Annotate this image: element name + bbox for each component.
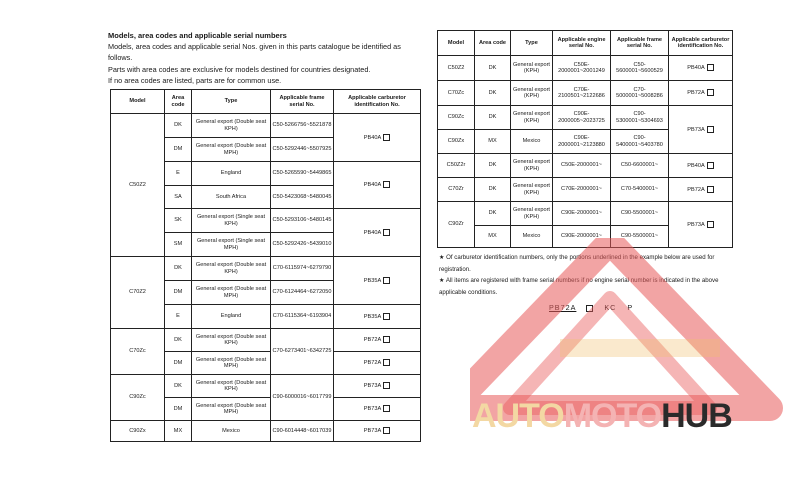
example-kc: KC bbox=[604, 303, 617, 312]
model-cell: C70Zr bbox=[438, 178, 475, 202]
model-cell: C70Zc bbox=[111, 329, 165, 375]
frame-serial-cell: C50-5600001~5600529 bbox=[611, 56, 669, 81]
area-cell: DK bbox=[165, 257, 192, 281]
header-area-code: Area code bbox=[475, 31, 511, 56]
type-cell: General export (Double seat MPH) bbox=[192, 281, 271, 305]
frame-serial-cell: C90-5500001~ bbox=[611, 226, 669, 248]
intro-line-2: Parts with area codes are exclusive for models destined for countries designated. bbox=[108, 64, 371, 74]
carb-symbol-icon bbox=[707, 162, 714, 169]
area-cell: DK bbox=[475, 106, 511, 130]
carb-code: PB73A bbox=[687, 221, 705, 228]
type-cell: General export (Double seat KPH) bbox=[192, 375, 271, 398]
type-cell: General export (Double seat KPH) bbox=[192, 114, 271, 138]
carb-code: PB35A bbox=[363, 277, 382, 284]
right-serial-table bbox=[437, 30, 733, 248]
carb-cell bbox=[334, 352, 421, 375]
table-header-row bbox=[438, 31, 733, 56]
header-area-code: Area code bbox=[165, 90, 192, 114]
carb-cell bbox=[669, 81, 733, 106]
example-code: PB72A bbox=[549, 303, 577, 312]
type-cell: Mexico bbox=[192, 421, 271, 442]
engine-serial-cell: C70E-2100501~2122686 bbox=[553, 81, 611, 106]
area-cell: DK bbox=[475, 56, 511, 81]
area-cell: SK bbox=[165, 209, 192, 233]
left-serial-table bbox=[110, 89, 421, 442]
area-cell: DM bbox=[165, 352, 192, 375]
carb-cell bbox=[334, 257, 421, 305]
watermark-moto: MOTO bbox=[563, 397, 662, 435]
carb-cell bbox=[669, 178, 733, 202]
area-cell: DK bbox=[165, 375, 192, 398]
type-cell: General export (Double seat KPH) bbox=[192, 257, 271, 281]
carb-symbol-icon bbox=[707, 186, 714, 193]
carb-code: PB40A bbox=[687, 162, 705, 169]
area-cell: SA bbox=[165, 186, 192, 209]
area-cell: DK bbox=[475, 202, 511, 226]
area-cell: DM bbox=[165, 138, 192, 162]
serial-cell: C50-5293106~5480145 bbox=[271, 209, 334, 233]
table-row bbox=[111, 329, 421, 352]
area-cell: E bbox=[165, 162, 192, 186]
type-cell: England bbox=[192, 162, 271, 186]
carb-code: PB73A bbox=[363, 406, 382, 413]
header-engine-serial: Applicable engine serial No. bbox=[553, 31, 611, 56]
serial-cell: C50-5292446~5507925 bbox=[271, 138, 334, 162]
model-cell: C90Zx bbox=[111, 421, 165, 442]
carb-symbol-icon bbox=[383, 336, 390, 343]
table-row bbox=[111, 421, 421, 442]
frame-serial-cell: C70-5400001~ bbox=[611, 178, 669, 202]
carb-symbol-icon bbox=[383, 181, 390, 188]
model-cell: C90Zr bbox=[438, 202, 475, 248]
carb-code: PB40A bbox=[687, 65, 705, 72]
type-cell: General export (KPH) bbox=[511, 81, 553, 106]
intro-text bbox=[108, 30, 420, 86]
model-cell: C90Zc bbox=[438, 106, 475, 130]
header-carburetor: Applicable carburetor identification No. bbox=[334, 90, 421, 114]
serial-cell: C70-6115974~6279790 bbox=[271, 257, 334, 281]
header-frame-serial: Applicable frame serial No. bbox=[271, 90, 334, 114]
carb-code: PB73A bbox=[363, 428, 382, 435]
carb-code: PB72A bbox=[363, 360, 382, 367]
table-row bbox=[438, 178, 733, 202]
carb-cell bbox=[334, 209, 421, 257]
type-cell: General export (Single seat MPH) bbox=[192, 233, 271, 257]
serial-cell: C70-6124464~6272050 bbox=[271, 281, 334, 305]
table-row bbox=[438, 56, 733, 81]
carb-code: PB72A bbox=[363, 337, 382, 344]
header-type: Type bbox=[511, 31, 553, 56]
carb-symbol-icon bbox=[383, 229, 390, 236]
carb-code: PB73A bbox=[363, 383, 382, 390]
area-cell: MX bbox=[475, 226, 511, 248]
serial-cell: C90-6014448~6017039 bbox=[271, 421, 334, 442]
engine-serial-cell: C50E-2000001~2001249 bbox=[553, 56, 611, 81]
table-row bbox=[438, 154, 733, 178]
carb-cell bbox=[334, 114, 421, 162]
type-cell: General export (Double seat MPH) bbox=[192, 138, 271, 162]
carb-symbol-icon bbox=[707, 89, 714, 96]
carb-cell bbox=[334, 398, 421, 421]
footnote-carburetor: ★ Of carburetor identification numbers, only the portions underlined in the example below are used for registration. bbox=[439, 254, 715, 273]
type-cell: General export (KPH) bbox=[511, 202, 553, 226]
carb-cell bbox=[334, 162, 421, 209]
type-cell: General export (KPH) bbox=[511, 106, 553, 130]
type-cell: England bbox=[192, 305, 271, 329]
carb-symbol-icon bbox=[383, 427, 390, 434]
frame-serial-cell: C70-5000001~5008286 bbox=[611, 81, 669, 106]
table-row bbox=[111, 257, 421, 281]
carb-code: PB72A bbox=[687, 186, 705, 193]
frame-serial-cell: C90-5400001~5403780 bbox=[611, 130, 669, 154]
type-cell: General export (Single seat KPH) bbox=[192, 209, 271, 233]
intro-line-3: If no area codes are listed, parts are for common use. bbox=[108, 75, 282, 85]
carb-symbol-icon bbox=[707, 64, 714, 71]
header-type: Type bbox=[192, 90, 271, 114]
carb-code: PB73A bbox=[687, 126, 705, 133]
carb-cell bbox=[334, 305, 421, 329]
footnote-frame-serial: ★ All items are registered with frame serial numbers if no engine serial number is indicated in the above applicable conditions. bbox=[439, 277, 719, 296]
carb-symbol-icon bbox=[383, 382, 390, 389]
table-row bbox=[438, 106, 733, 130]
carb-cell bbox=[669, 56, 733, 81]
table-row bbox=[438, 202, 733, 226]
area-cell: DK bbox=[165, 329, 192, 352]
model-cell: C50Z2 bbox=[111, 114, 165, 257]
area-cell: DK bbox=[475, 154, 511, 178]
model-cell: C70Z2 bbox=[111, 257, 165, 329]
area-cell: SM bbox=[165, 233, 192, 257]
carb-cell bbox=[669, 154, 733, 178]
type-cell: General export (Double seat MPH) bbox=[192, 398, 271, 421]
watermark-hub: HUB bbox=[661, 397, 732, 435]
table-header-row bbox=[111, 90, 421, 114]
type-cell: General export (Double seat MPH) bbox=[192, 352, 271, 375]
type-cell: Mexico bbox=[511, 226, 553, 248]
area-cell: DK bbox=[475, 178, 511, 202]
area-cell: E bbox=[165, 305, 192, 329]
carb-symbol-icon bbox=[383, 359, 390, 366]
carb-code: PB72A bbox=[687, 90, 705, 97]
carb-symbol-icon bbox=[707, 126, 714, 133]
serial-cell: C50-5266756~5521878 bbox=[271, 114, 334, 138]
carb-cell bbox=[669, 106, 733, 154]
area-cell: DK bbox=[165, 114, 192, 138]
serial-cell: C70-6115364~6193904 bbox=[271, 305, 334, 329]
model-cell: C90Zc bbox=[111, 375, 165, 421]
carb-symbol-icon bbox=[383, 313, 390, 320]
model-cell: C70Zc bbox=[438, 81, 475, 106]
intro-title: Models, area codes and applicable serial numbers bbox=[108, 31, 287, 40]
type-cell: General export (KPH) bbox=[511, 178, 553, 202]
table-row bbox=[111, 375, 421, 398]
carb-code: PB40A bbox=[363, 229, 382, 236]
header-model: Model bbox=[438, 31, 475, 56]
type-cell: General export (KPH) bbox=[511, 56, 553, 81]
area-cell: MX bbox=[165, 421, 192, 442]
frame-serial-cell: C50-6600001~ bbox=[611, 154, 669, 178]
engine-serial-cell: C90E-2000001~ bbox=[553, 202, 611, 226]
table-row bbox=[111, 114, 421, 138]
type-cell: General export (Double seat KPH) bbox=[192, 329, 271, 352]
carb-code: PB35A bbox=[363, 313, 382, 320]
area-cell: DM bbox=[165, 398, 192, 421]
carb-code: PB40A bbox=[363, 182, 382, 189]
carb-code: PB40A bbox=[363, 134, 382, 141]
engine-serial-cell: C90E-2000001~ bbox=[553, 226, 611, 248]
watermark-text bbox=[472, 397, 732, 436]
serial-cell: C50-5265590~5449865 bbox=[271, 162, 334, 186]
carb-symbol-icon bbox=[383, 277, 390, 284]
frame-serial-cell: C90-5500001~ bbox=[611, 202, 669, 226]
carb-cell bbox=[334, 329, 421, 352]
serial-cell: C90-6000016~6017799 bbox=[271, 375, 334, 421]
serial-cell: C70-6273401~6342725 bbox=[271, 329, 334, 375]
serial-cell: C50-5292426~5439010 bbox=[271, 233, 334, 257]
engine-serial-cell: C50E-2000001~ bbox=[553, 154, 611, 178]
type-cell: General export (KPH) bbox=[511, 154, 553, 178]
header-model: Model bbox=[111, 90, 165, 114]
model-cell: C50Z2r bbox=[438, 154, 475, 178]
carb-symbol-icon bbox=[383, 134, 390, 141]
model-cell: C50Z2 bbox=[438, 56, 475, 81]
model-cell: C90Zx bbox=[438, 130, 475, 154]
engine-serial-cell: C90E-2000001~2123880 bbox=[553, 130, 611, 154]
frame-serial-cell: C90-5300001~5304693 bbox=[611, 106, 669, 130]
watermark-auto: AUTO bbox=[472, 397, 564, 435]
carb-cell bbox=[334, 421, 421, 442]
type-cell: Mexico bbox=[511, 130, 553, 154]
table-row bbox=[438, 81, 733, 106]
area-cell: MX bbox=[475, 130, 511, 154]
intro-line-1: Models, area codes and applicable serial Nos. given in this parts catalogue be identified as follows. bbox=[108, 42, 401, 63]
type-cell: South Africa bbox=[192, 186, 271, 209]
carb-cell bbox=[334, 375, 421, 398]
carb-symbol-icon bbox=[383, 405, 390, 412]
header-carburetor: Applicable carburetor identification No. bbox=[669, 31, 733, 56]
carb-symbol-icon bbox=[707, 221, 714, 228]
example-p: P bbox=[627, 303, 634, 312]
engine-serial-cell: C90E-2000005~2023725 bbox=[553, 106, 611, 130]
header-frame-serial: Applicable frame serial No. bbox=[611, 31, 669, 56]
area-cell: DM bbox=[165, 281, 192, 305]
area-cell: DK bbox=[475, 81, 511, 106]
serial-cell: C50-5423068~5480045 bbox=[271, 186, 334, 209]
engine-serial-cell: C70E-2000001~ bbox=[553, 178, 611, 202]
